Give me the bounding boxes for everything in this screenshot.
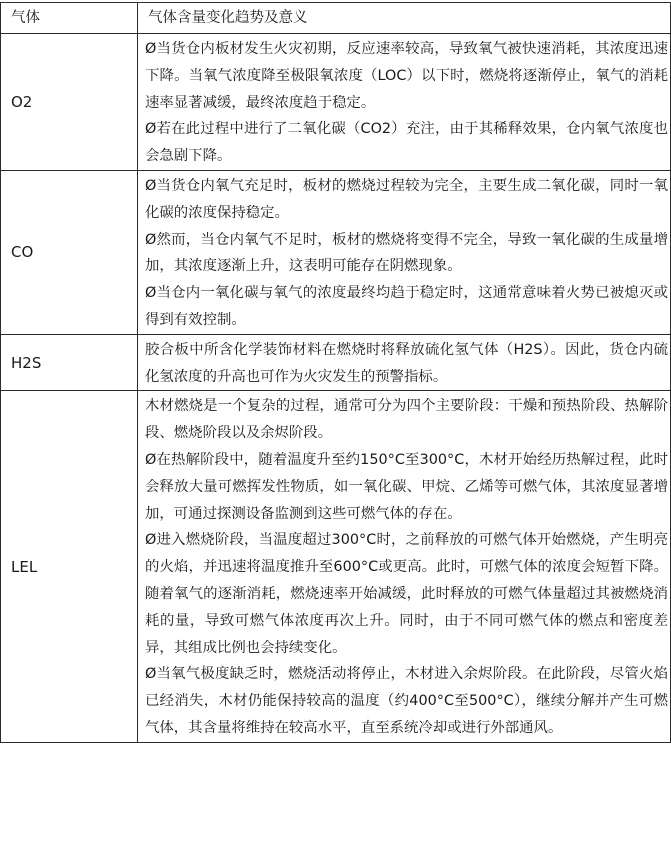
paragraph: Ø然而，当仓内氧气不足时，板材的燃烧将变得不完全，导致一氧化碳的生成量增加，其浓度逐渐上升，这表明可能存在阴燃现象。 — [145, 231, 668, 275]
header-gas: 气体 — [1, 3, 138, 34]
gas-name-o2: O2 — [1, 34, 138, 171]
paragraph: Ø当货仓内氧气充足时，板材的燃烧过程较为完全，主要生成二氧化碳，同时一氧化碳的浓度保持稳定。 — [145, 177, 668, 221]
paragraph: Ø当货仓内板材发生火灾初期，反应速率较高，导致氧气被快速消耗，其浓度迅速下降。当氧气浓度降至极限氧浓度（LOC）以下时，燃烧将逐渐停止，氧气的消耗速率显著减缓，最终浓度趋于稳定。 — [145, 41, 668, 111]
header-row — [1, 3, 671, 34]
paragraph: Ø在热解阶段中，随着温度升至约150°C至300°C，木材开始经历热解过程，此时会释放大量可燃挥发性物质，如一氧化碳、甲烷、乙烯等可燃气体，其浓度显著增加，可通过探测设备监测到这些可燃气体的存在。 — [145, 451, 668, 522]
description-co — [138, 170, 671, 334]
paragraph: Ø进入燃烧阶段，当温度超过300°C时，之前释放的可燃气体开始燃烧，产生明亮的火焰，并迅速将温度推升至600°C或更高。此时，可燃气体的浓度会短暂下降。随着氧气的逐渐消耗，燃烧速率开始减缓，此时释放的可燃气体量超过其被燃烧消耗的量，导致可燃气体浓度再次上升。同时，由于不同可燃气体的燃点和密度差异，其组成比例也会持续变化。 — [145, 532, 668, 656]
description-h2s — [138, 334, 671, 391]
paragraph: Ø当仓内一氧化碳与氧气的浓度最终均趋于稳定时，这通常意味着火势已被熄灭或得到有效控制。 — [145, 285, 668, 328]
header-trend: 气体含量变化趋势及意义 — [138, 3, 671, 34]
paragraph: 木材燃烧是一个复杂的过程，通常可分为四个主要阶段：干燥和预热阶段、热解阶段、燃烧阶段以及余烬阶段。 — [145, 398, 668, 442]
gas-trend-table — [0, 2, 671, 743]
description-lel — [138, 391, 671, 742]
gas-name-co: CO — [1, 170, 138, 334]
table-row-lel — [1, 391, 671, 742]
paragraph: Ø当氧气极度缺乏时，燃烧活动将停止，木材进入余烬阶段。在此阶段，尽管火焰已经消失，木材仍能保持较高的温度（约400°C至500°C），继续分解并产生可燃气体，其含量将维持在较高水平，直至系统冷却或进行外部通风。 — [145, 666, 668, 736]
gas-name-lel: LEL — [1, 391, 138, 742]
table-row-h2s — [1, 334, 671, 391]
description-o2 — [138, 34, 671, 171]
table-row-o2 — [1, 34, 671, 171]
gas-name-h2s: H2S — [1, 334, 138, 391]
paragraph: 胶合板中所含化学装饰材料在燃烧时将释放硫化氢气体（H2S）。因此，货仓内硫化氢浓度的升高也可作为火灾发生的预警指标。 — [145, 341, 668, 385]
paragraph: Ø若在此过程中进行了二氧化碳（CO2）充注，由于其稀释效果，仓内氧气浓度也会急剧下降。 — [145, 121, 668, 165]
table-row-co — [1, 170, 671, 334]
